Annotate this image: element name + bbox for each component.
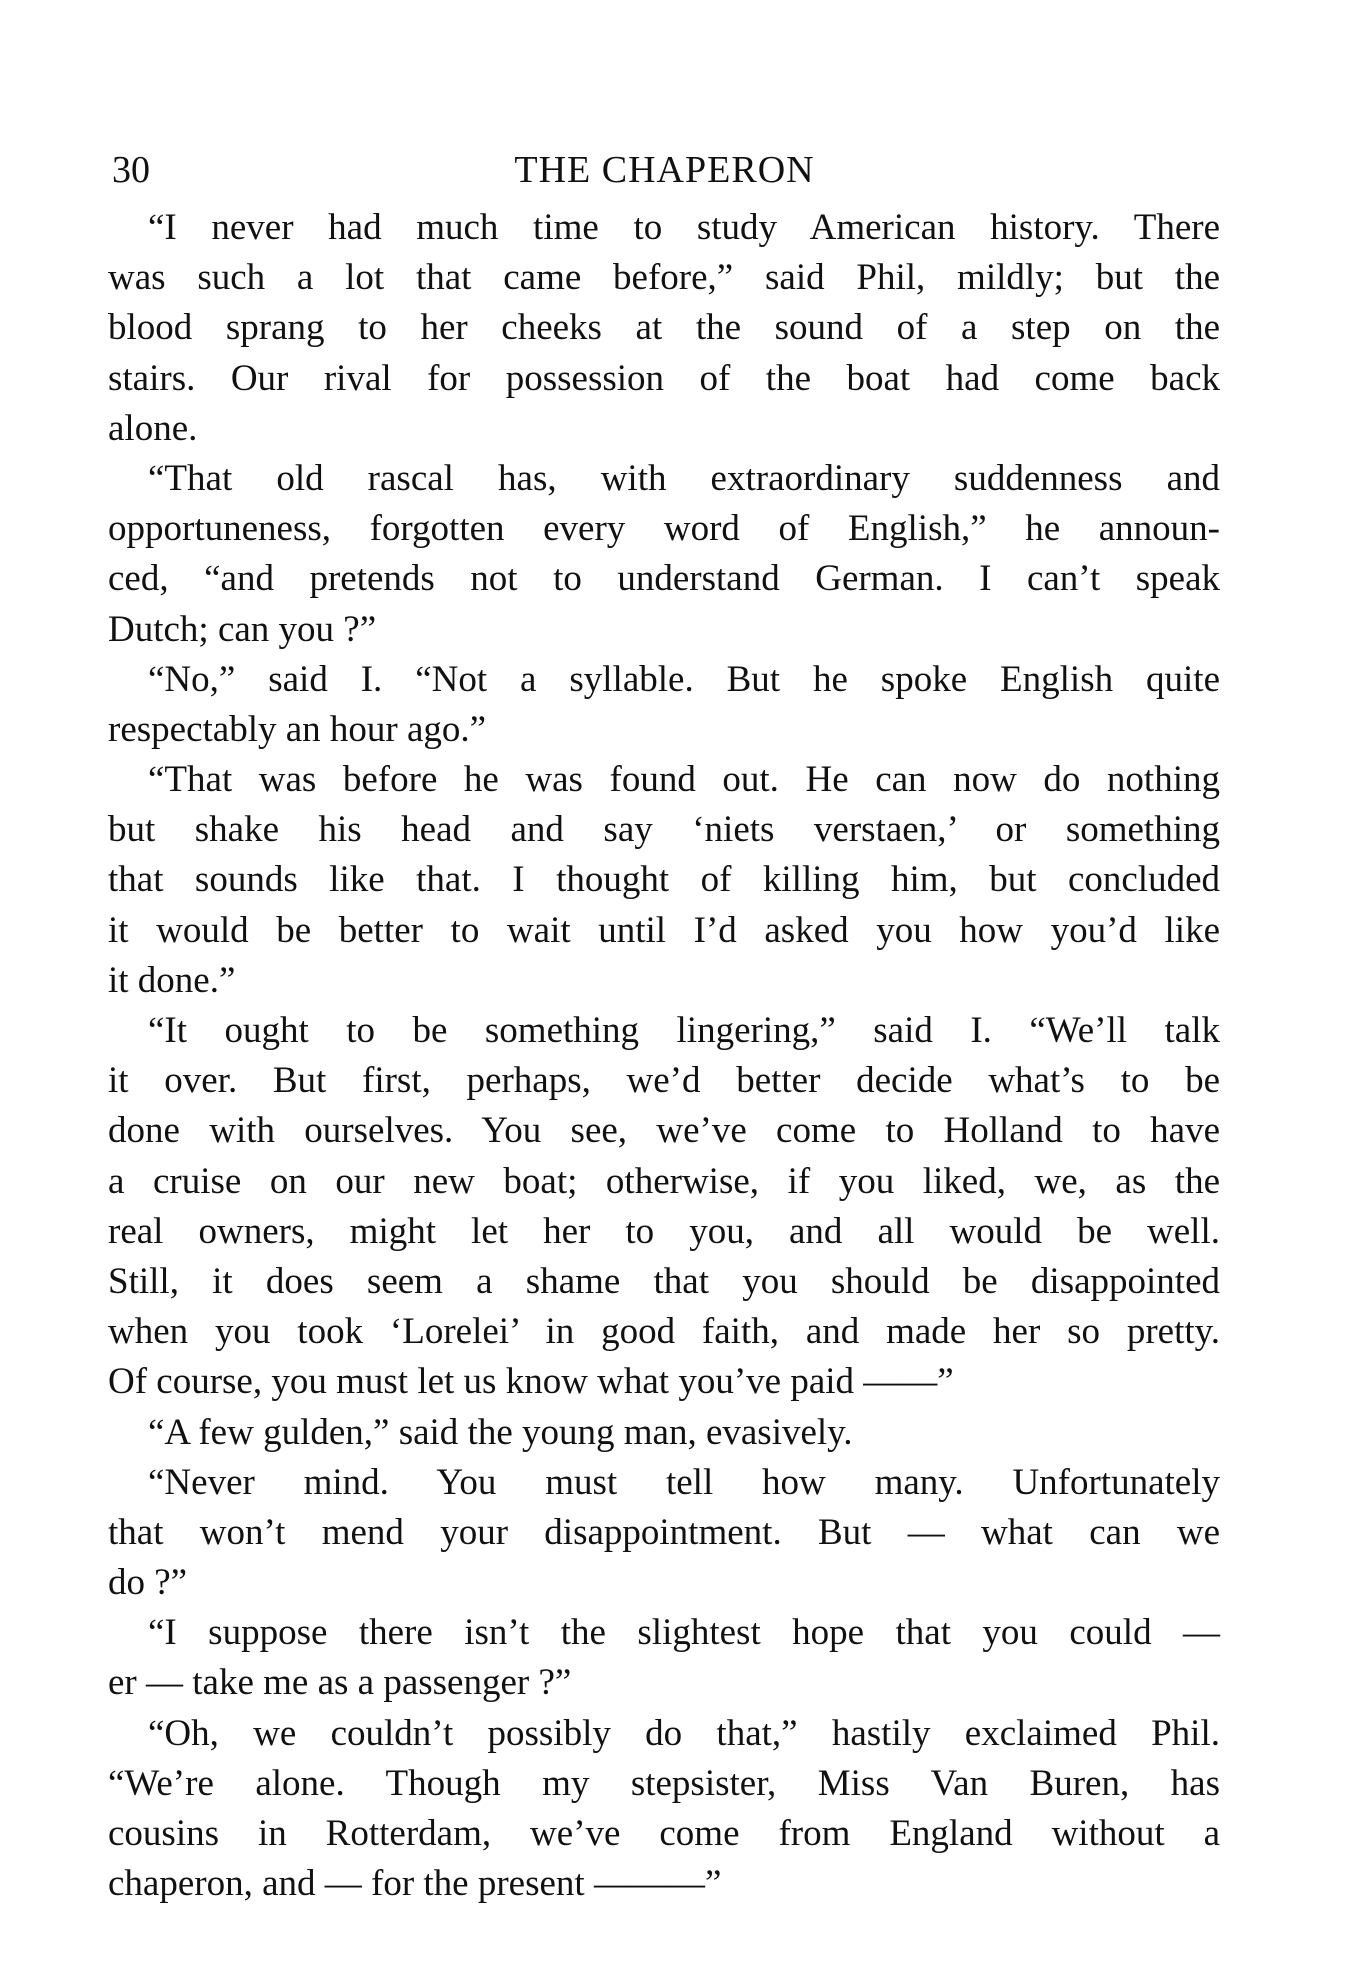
text-line: blood sprang to her cheeks at the sound of a step on the [108, 307, 1220, 349]
text-line: ced, “and pretends not to understand German. I can’t speak [108, 558, 1220, 600]
text-line: but shake his head and say ‘niets verstaen,’ or something [108, 809, 1220, 851]
running-title: THE CHAPERON [514, 149, 815, 191]
body-text [108, 203, 1220, 1909]
text-line: “Never mind. You must tell how many. Unfortunately [148, 1461, 1220, 1503]
text-line: “It ought to be something lingering,” said I. “We’ll talk [148, 1010, 1220, 1051]
text-line: that won’t mend your disappointment. But — what can we [108, 1511, 1220, 1553]
text-line: “Oh, we couldn’t possibly do that,” hastily exclaimed Phil. [148, 1712, 1220, 1754]
text-line: stairs. Our rival for possession of the boat had come back [108, 357, 1220, 399]
text-line: real owners, might let her to you, and all would be well. [108, 1210, 1220, 1252]
text-line: when you took ‘Lorelei’ in good faith, and made her so pretty. [108, 1311, 1220, 1353]
text-line: “That old rascal has, with extraordinary suddenness and [148, 457, 1220, 499]
text-line: it done.” [108, 959, 236, 1001]
text-line: Dutch; can you ?” [108, 608, 377, 650]
text-line: Still, it does seem a shame that you should be disappointed [108, 1260, 1220, 1302]
text-line: “That was before he was found out. He can now do nothing [148, 759, 1220, 801]
text-line: it over. But first, perhaps, we’d better decide what’s to be [108, 1060, 1220, 1102]
text-line: er — take me as a passenger ?” [108, 1662, 572, 1704]
text-line: “I suppose there isn’t the slightest hope that you could — [148, 1612, 1220, 1654]
text-line: “A few gulden,” said the young man, evasively. [148, 1411, 853, 1453]
text-line: alone. [108, 407, 198, 449]
text-line: chaperon, and — for the present ———” [108, 1863, 722, 1905]
text-line: a cruise on our new boat; otherwise, if you liked, we, as the [108, 1160, 1220, 1202]
text-line: “No,” said I. “Not a syllable. But he spoke English quite [148, 658, 1220, 700]
text-line: “I never had much time to study American history. There [148, 207, 1220, 248]
text-line: that sounds like that. I thought of killing him, but concluded [108, 859, 1220, 901]
text-line: respectably an hour ago.” [108, 708, 487, 750]
text-line: cousins in Rotterdam, we’ve come from England without a [108, 1813, 1220, 1854]
text-line: it would be better to wait until I’d asked you how you’d like [108, 909, 1220, 951]
page-header [112, 140, 1217, 200]
text-line: do ?” [108, 1562, 188, 1604]
text-line: done with ourselves. You see, we’ve come to Holland to have [108, 1110, 1220, 1152]
text-line: was such a lot that came before,” said Phil, mildly; but the [108, 257, 1220, 299]
page-number: 30 [112, 149, 150, 191]
text-line: “We’re alone. Though my stepsister, Miss Van Buren, has [108, 1762, 1220, 1804]
text-line: opportuneness, forgotten every word of English,” he announ- [108, 508, 1220, 550]
text-line: Of course, you must let us know what you’ve paid ——” [108, 1361, 954, 1403]
